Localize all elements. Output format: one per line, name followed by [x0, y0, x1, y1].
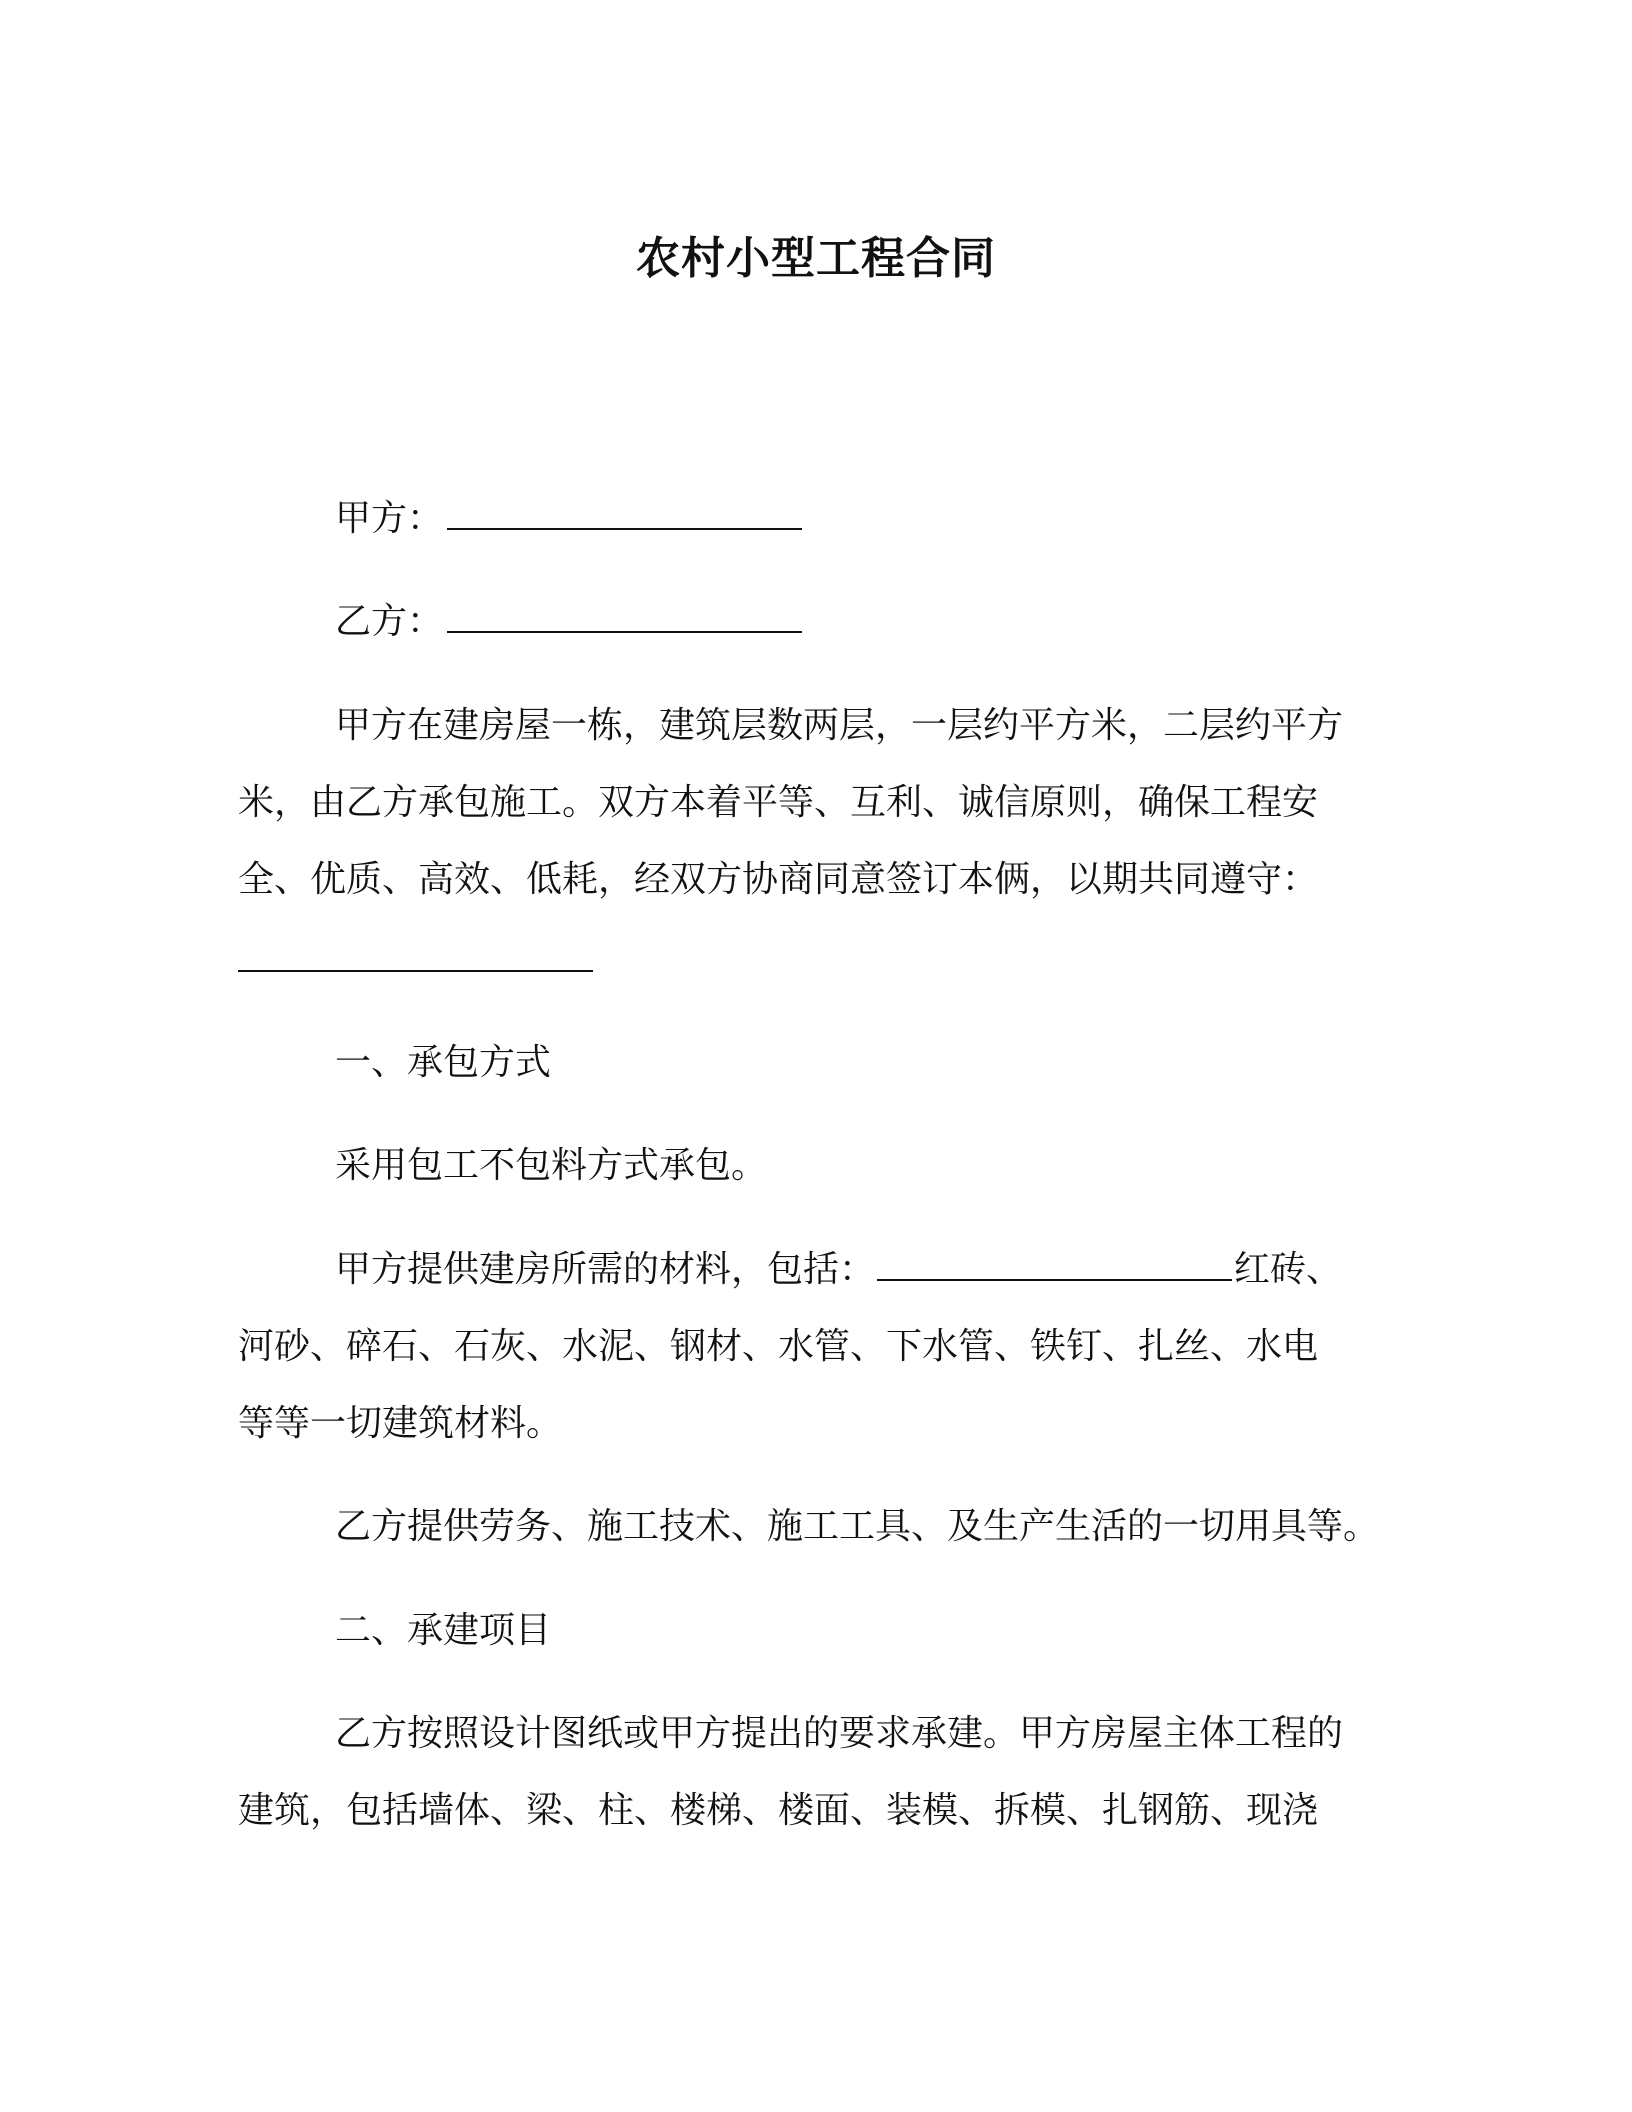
section-1-p2-line3: 等等一切建筑材料。 [238, 1403, 563, 1444]
intro-blank-line [238, 935, 593, 987]
materials-first-item: 红砖、 [1234, 1249, 1343, 1290]
party-a-blank [447, 498, 802, 530]
section-2-line-1: 乙方按照设计图纸或甲方提出的要求承建。甲方房屋主体工程的 [335, 1713, 1344, 1754]
section-1-p2-line1 [335, 1244, 1342, 1296]
section-2-line-2: 建筑，包括墙体、梁、柱、楼梯、楼面、装模、拆模、扎钢筋、现浇 [238, 1790, 1319, 1831]
party-b-label: 乙方： [335, 601, 444, 642]
section-2-heading: 二、承建项目 [335, 1610, 552, 1651]
section-1-p3: 乙方提供劳务、施工技术、施工工具、及生产生活的一切用具等。 [335, 1506, 1380, 1547]
intro-line-3: 全、优质、高效、低耗，经双方协商同意签订本俩，以期共同遵守： [238, 859, 1319, 900]
section-1-heading: 一、承包方式 [335, 1042, 552, 1083]
materials-intro: 甲方提供建房所需的材料，包括： [335, 1249, 876, 1290]
intro-blank [238, 940, 593, 972]
materials-blank [877, 1249, 1232, 1281]
section-1-p1: 采用包工不包料方式承包。 [335, 1145, 768, 1186]
party-b-blank [447, 601, 802, 633]
intro-line-2: 米，由乙方承包施工。双方本着平等、互利、诚信原则，确保工程安 [238, 782, 1319, 823]
intro-line-1: 甲方在建房屋一栋，建筑层数两层，一层约平方米，二层约平方 [335, 705, 1344, 746]
party-a-label: 甲方： [335, 498, 444, 539]
party-b-line [335, 596, 802, 648]
party-a-line [335, 493, 802, 545]
document-title: 农村小型工程合同 [636, 233, 996, 284]
section-1-p2-line2: 河砂、碎石、石灰、水泥、钢材、水管、下水管、铁钉、扎丝、水电 [238, 1326, 1319, 1367]
